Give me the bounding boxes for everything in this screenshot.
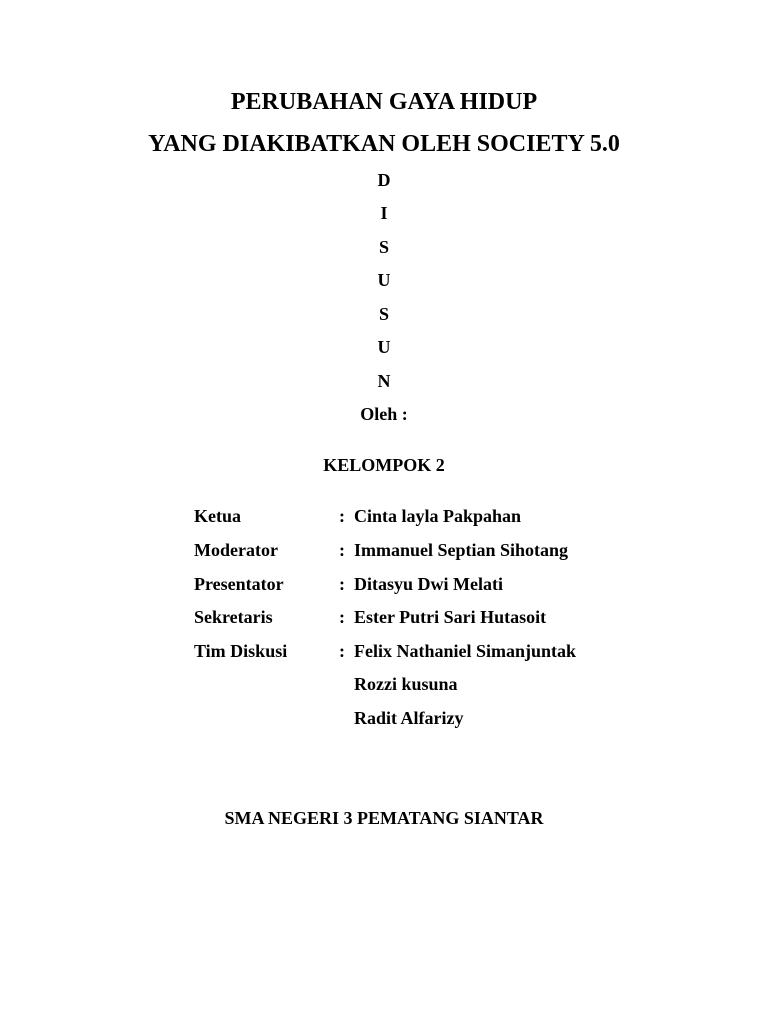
member-name: Felix Nathaniel Simanjuntak (354, 641, 577, 661)
group-name: KELOMPOK 2 (323, 455, 445, 475)
member-colon: : (339, 540, 345, 560)
disusun-letter: N (377, 371, 391, 391)
disusun-letter: U (377, 270, 391, 290)
disusun-letter: S (378, 304, 389, 324)
member-role: Ketua (194, 506, 241, 526)
member-role: Moderator (194, 540, 278, 560)
member-colon: : (339, 574, 345, 594)
title-line-1: PERUBAHAN GAYA HIDUP (230, 89, 538, 115)
member-row (0, 572, 768, 596)
member-role: Tim Diskusi (194, 641, 288, 661)
member-name: Immanuel Septian Sihotang (354, 540, 569, 560)
member-name: Radit Alfarizy (354, 708, 464, 728)
member-colon: : (339, 506, 345, 526)
member-row (0, 605, 768, 629)
member-role: Sekretaris (194, 607, 273, 627)
title-line-2: YANG DIAKIBATKAN OLEH SOCIETY 5.0 (148, 131, 620, 157)
member-colon: : (339, 641, 345, 661)
member-colon: : (339, 607, 345, 627)
member-name: Ester Putri Sari Hutasoit (354, 607, 547, 627)
member-row (0, 639, 768, 663)
member-name: Ditasyu Dwi Melati (354, 574, 503, 594)
member-name: Cinta layla Pakpahan (354, 506, 522, 526)
school-name: SMA NEGERI 3 PEMATANG SIANTAR (224, 808, 544, 828)
disusun-letter: I (380, 203, 388, 223)
member-row (0, 538, 768, 562)
disusun-letter: U (377, 337, 391, 357)
member-role: Presentator (194, 574, 284, 594)
disusun-letter: D (377, 170, 391, 190)
disusun-letter: S (378, 237, 389, 257)
member-row (0, 672, 768, 696)
member-row (0, 504, 768, 528)
member-name: Rozzi kusuna (354, 674, 458, 694)
member-row (0, 706, 768, 730)
oleh-label: Oleh : (360, 404, 408, 424)
